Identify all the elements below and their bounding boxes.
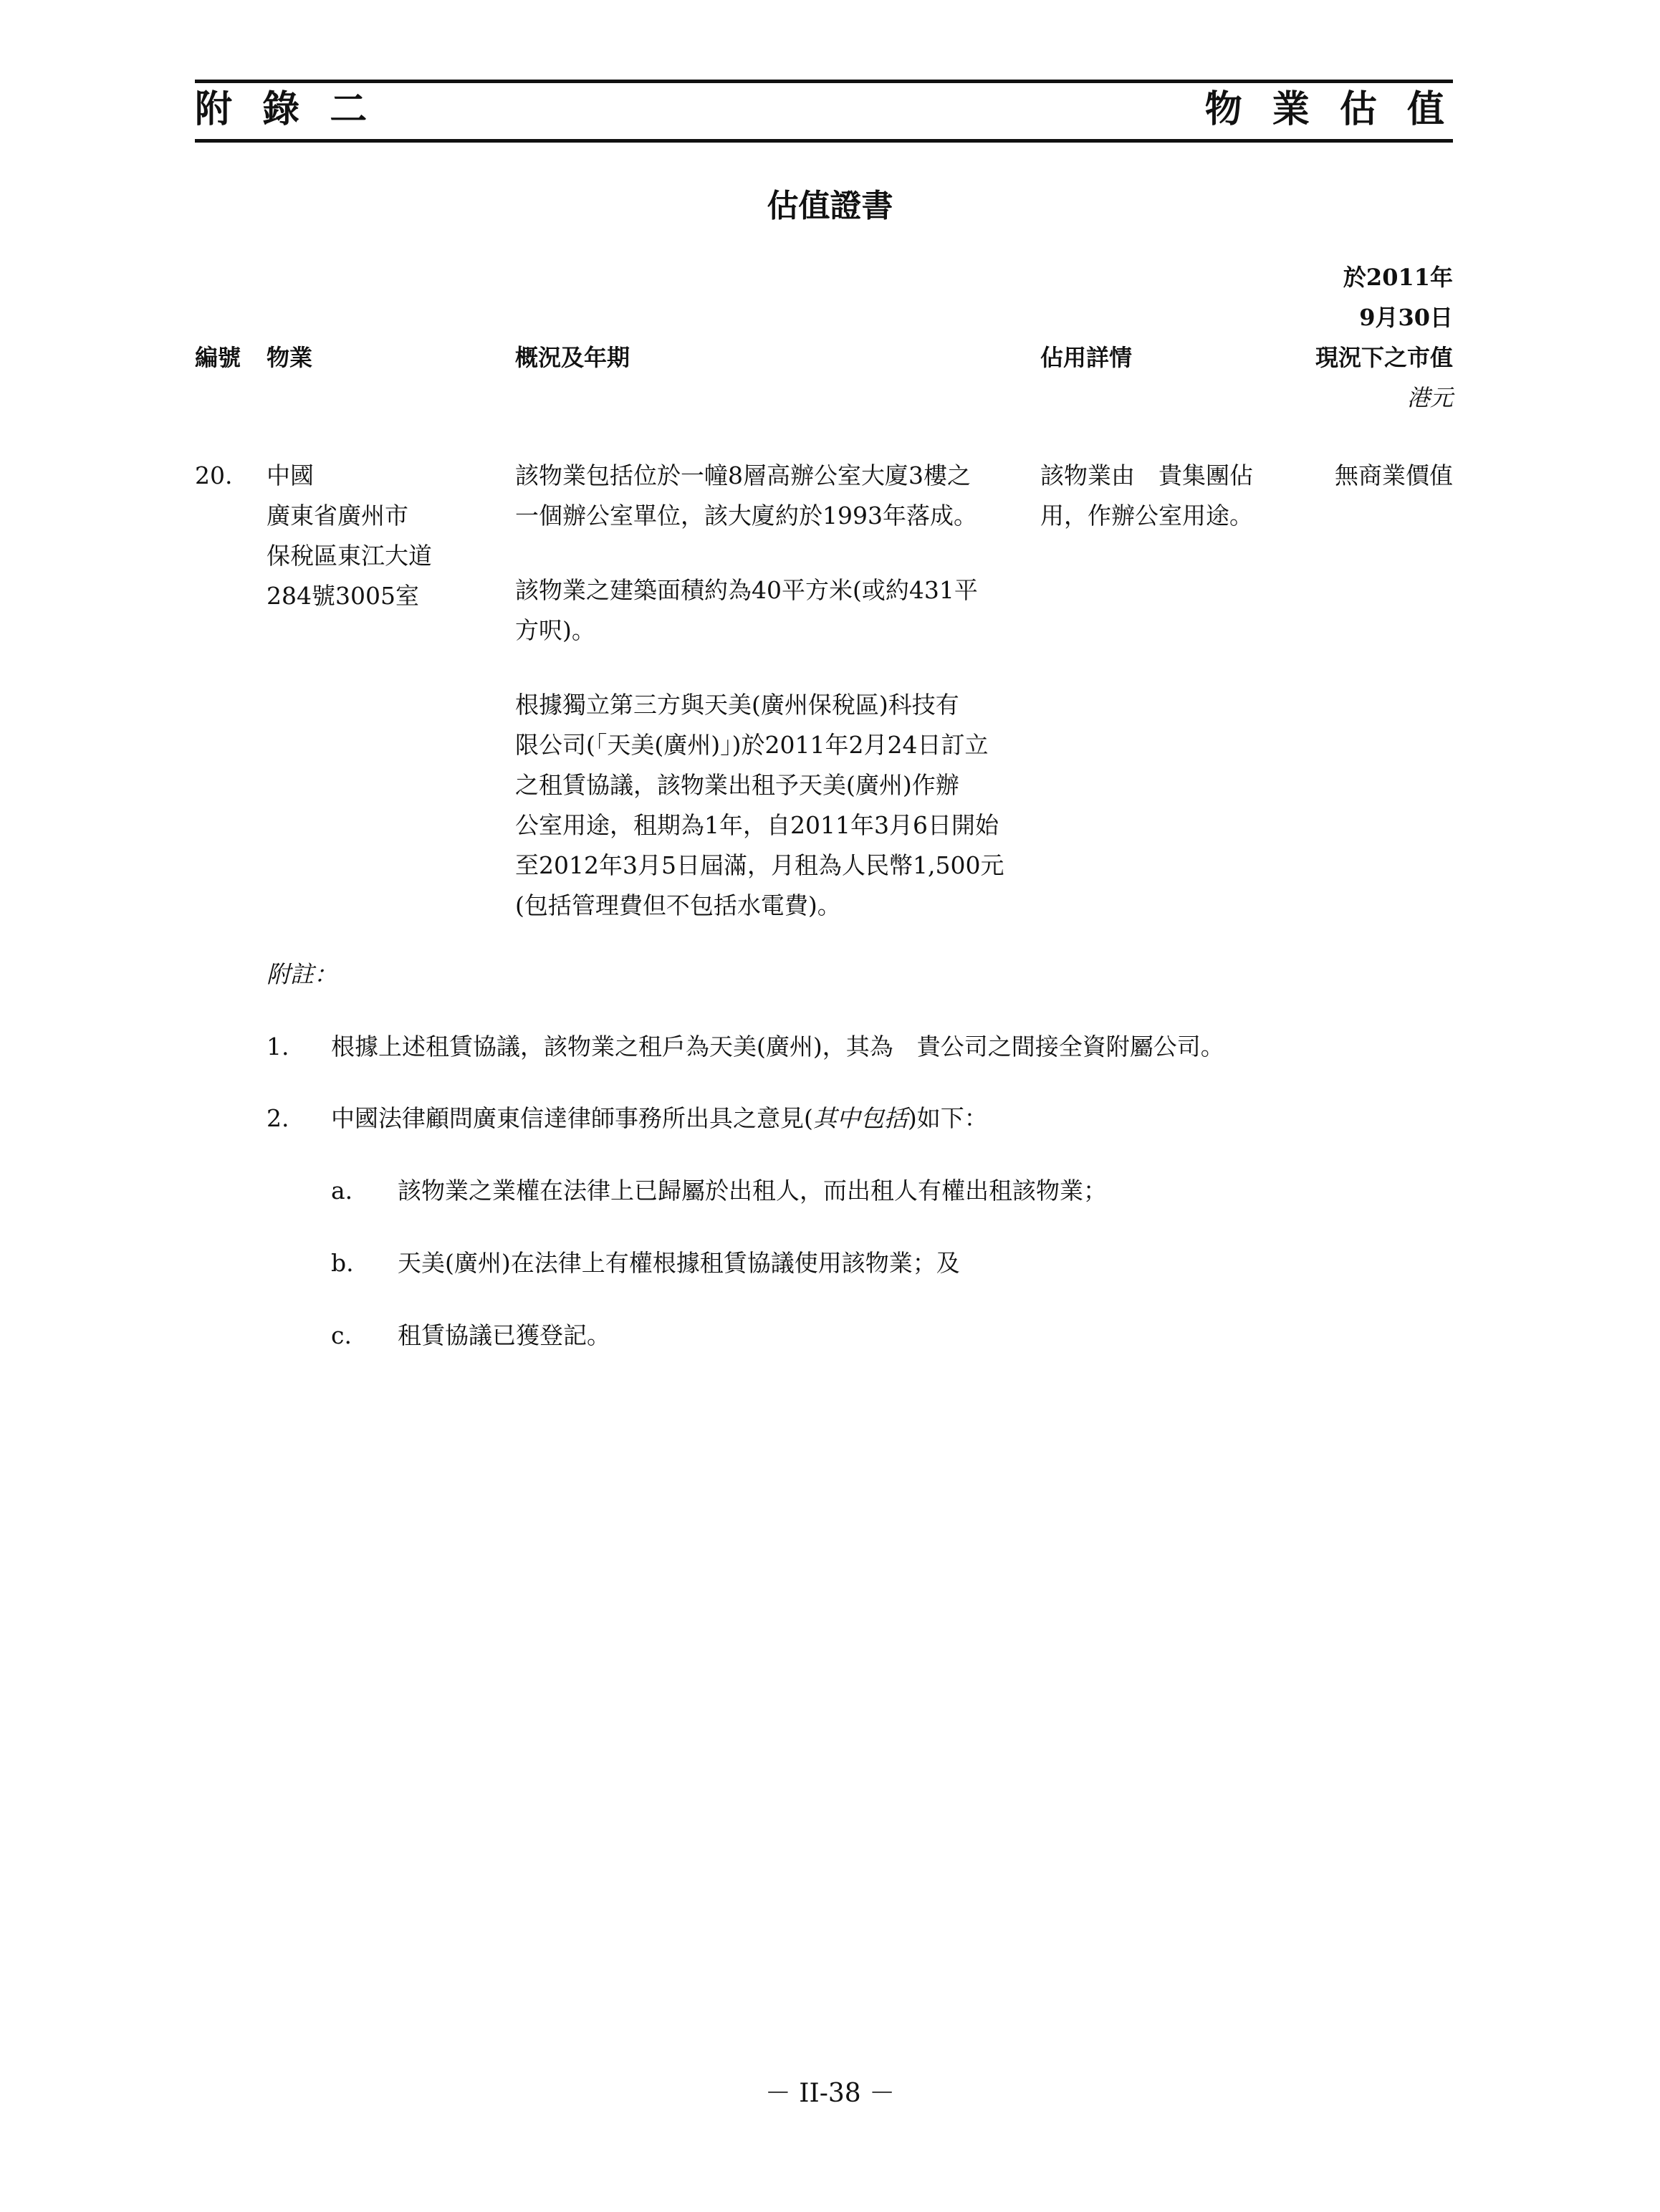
market-value: 無商業價值 bbox=[1335, 461, 1453, 489]
column-header-market-value: 現況下之市值 bbox=[1315, 344, 1453, 371]
notes-heading: 附註： bbox=[267, 960, 337, 988]
header-rule-top bbox=[195, 80, 1453, 83]
column-header-description: 概況及年期 bbox=[515, 344, 630, 371]
note-1-text: 根據上述租賃協議，該物業之租戶為天美(廣州)，其為 貴公司之間接全資附屬公司。 bbox=[331, 1033, 1224, 1060]
description-line: 公室用途，租期為1年，自2011年3月6日開始 bbox=[515, 811, 999, 839]
description-paragraph-1 bbox=[515, 456, 1017, 536]
property-address bbox=[267, 456, 481, 616]
occupancy-line: 該物業由 貴集團佔 bbox=[1040, 461, 1253, 489]
description-line: 該物業包括位於一幢8層高辦公室大廈3樓之 bbox=[515, 461, 971, 489]
sub-note-a-letter: a. bbox=[331, 1177, 353, 1205]
note-2-text-part: 中國法律顧問廣東信達律師事務所出具之意見( bbox=[331, 1104, 813, 1132]
column-header-occupancy: 佔用詳情 bbox=[1040, 344, 1133, 371]
description-line: (包括管理費但不包括水電費)。 bbox=[515, 891, 841, 919]
description-paragraph-2 bbox=[515, 570, 1017, 651]
note-1-number: 1. bbox=[267, 1033, 289, 1060]
occupancy-details bbox=[1040, 456, 1298, 536]
property-line: 中國 bbox=[267, 461, 314, 489]
note-2-text bbox=[331, 1098, 988, 1139]
description-paragraph-3 bbox=[515, 685, 1017, 926]
valuation-date-line1: 於2011年 bbox=[1343, 264, 1453, 291]
description-line: 限公司(「天美(廣州)」)於2011年2月24日訂立 bbox=[515, 731, 989, 759]
page-title: 估值證書 bbox=[767, 188, 893, 224]
occupancy-line: 用，作辦公室用途。 bbox=[1040, 502, 1253, 530]
description-line: 根據獨立第三方與天美(廣州保稅區)科技有 bbox=[515, 691, 959, 719]
description-line: 方呎)。 bbox=[515, 616, 595, 644]
description-line: 之租賃協議，該物業出租予天美(廣州)作辦 bbox=[515, 771, 959, 799]
sub-note-c-letter: c. bbox=[331, 1321, 352, 1349]
item-number: 20. bbox=[195, 461, 233, 489]
column-header-property: 物業 bbox=[267, 344, 313, 371]
property-line: 廣東省廣州市 bbox=[267, 502, 408, 530]
property-line: 保稅區東江大道 bbox=[267, 542, 432, 570]
note-2-text-part: )如下： bbox=[907, 1104, 988, 1132]
sub-note-c-text: 租賃協議已獲登記。 bbox=[398, 1321, 610, 1349]
column-header-currency: 港元 bbox=[1406, 384, 1453, 411]
valuation-date-line2: 9月30日 bbox=[1359, 304, 1453, 331]
section-label: 物 業 估 值 bbox=[1204, 87, 1453, 131]
note-2-italic-phrase: 其中包括 bbox=[812, 1104, 908, 1132]
page-number: － II-38 － bbox=[764, 2079, 896, 2108]
property-line: 284號3005室 bbox=[267, 582, 419, 610]
note-2-number: 2. bbox=[267, 1104, 289, 1132]
appendix-label: 附 錄 二 bbox=[195, 87, 376, 131]
sub-note-b-text: 天美(廣州)在法律上有權根據租賃協議使用該物業；及 bbox=[398, 1249, 960, 1277]
header-rule-bottom bbox=[195, 139, 1453, 143]
sub-note-b-letter: b. bbox=[331, 1249, 354, 1277]
sub-note-a-text: 該物業之業權在法律上已歸屬於出租人，而出租人有權出租該物業； bbox=[398, 1177, 1107, 1205]
column-header-no: 編號 bbox=[195, 344, 241, 371]
description-line: 該物業之建築面積約為40平方米(或約431平 bbox=[515, 576, 978, 604]
description-line: 一個辦公室單位，該大廈約於1993年落成。 bbox=[515, 502, 977, 530]
description-line: 至2012年3月5日屆滿，月租為人民幣1,500元 bbox=[515, 851, 1004, 879]
